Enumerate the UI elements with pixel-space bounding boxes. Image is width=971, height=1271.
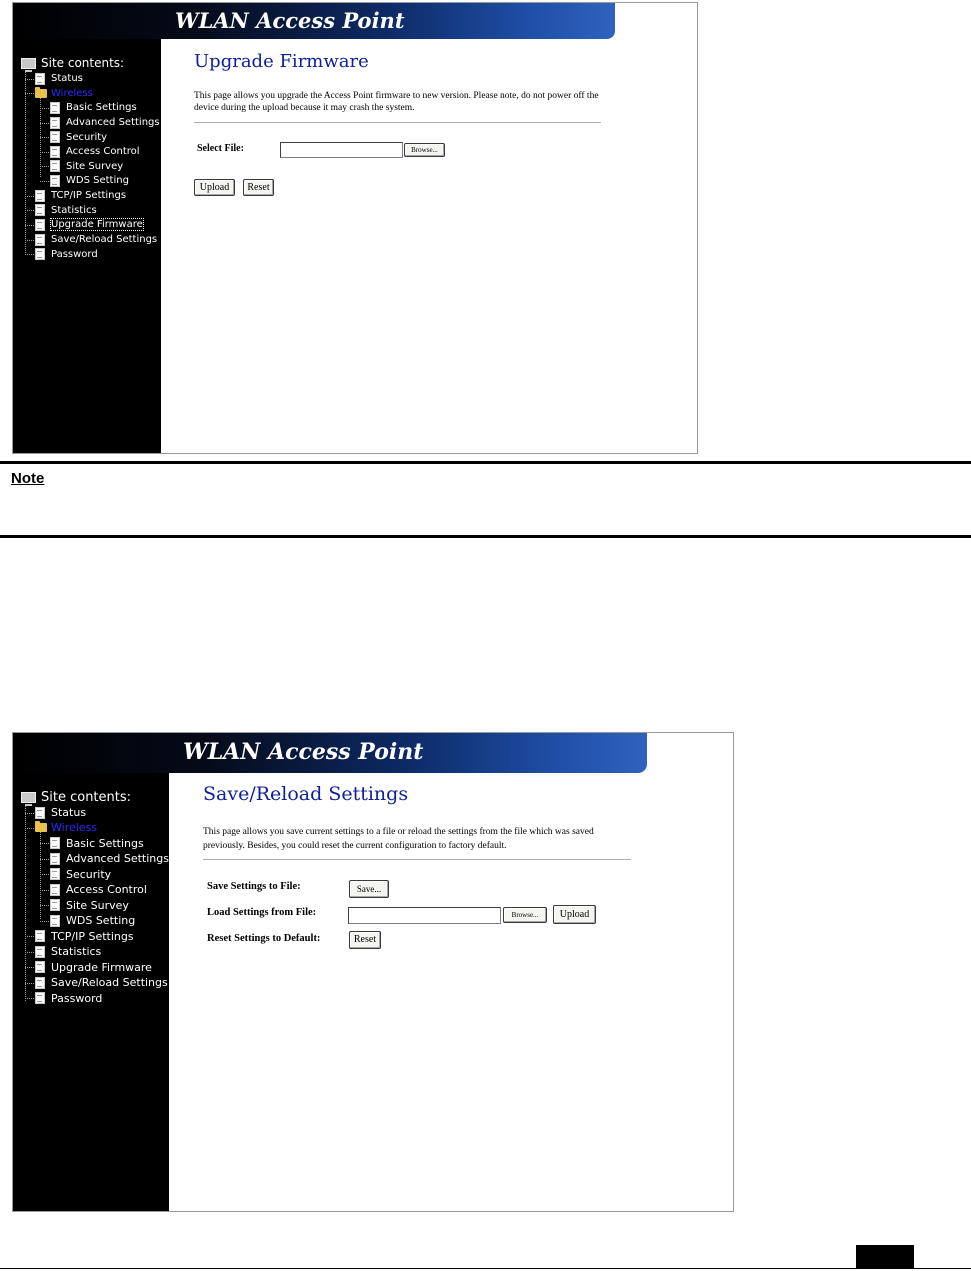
reset-button[interactable]: Reset bbox=[349, 931, 381, 949]
sidebar-item-label: TCP/IP Settings bbox=[51, 929, 134, 943]
sidebar-item-upgrade-firmware[interactable] bbox=[21, 959, 169, 975]
sidebar-item-access-control[interactable] bbox=[21, 144, 160, 159]
document-icon bbox=[35, 946, 45, 958]
sidebar-item-label: Upgrade Firmware bbox=[51, 960, 152, 974]
sidebar-item-label: Wireless bbox=[51, 87, 93, 99]
document-icon bbox=[35, 992, 45, 1004]
document-icon bbox=[50, 102, 60, 114]
banner bbox=[13, 733, 647, 773]
document-icon bbox=[35, 204, 45, 216]
sidebar-item-status[interactable] bbox=[21, 805, 169, 820]
site-contents-root bbox=[21, 55, 160, 71]
document-icon bbox=[35, 73, 45, 85]
sidebar-item-label: Password bbox=[51, 248, 98, 260]
sidebar-item-password[interactable] bbox=[21, 247, 160, 261]
page-number-box bbox=[856, 1245, 914, 1268]
sidebar-item-wds-setting[interactable] bbox=[21, 913, 169, 928]
sidebar-item-site-survey[interactable] bbox=[21, 159, 160, 173]
sidebar-item-save-reload-settings[interactable] bbox=[21, 975, 169, 990]
reset-button[interactable]: Reset bbox=[243, 179, 274, 196]
document-icon bbox=[35, 219, 45, 231]
sidebar-item-label: Save/Reload Settings bbox=[51, 234, 158, 245]
sidebar-item-label: Security bbox=[66, 867, 112, 881]
sidebar-item-label: Basic Settings bbox=[66, 836, 144, 850]
sidebar-item-label: Advanced Settings bbox=[66, 117, 160, 128]
upgrade-firmware-screenshot bbox=[12, 2, 698, 454]
banner-title: WLAN Access Point bbox=[183, 739, 424, 765]
browse-button[interactable]: Browse... bbox=[503, 907, 547, 923]
document-icon bbox=[35, 930, 45, 942]
select-file-label: Select File: bbox=[197, 143, 244, 154]
sidebar-item-label: Advanced Settings bbox=[66, 852, 169, 865]
page-description: This page allows you save current settings to a file or reload the settings from the file which was saved previously. Besides, you could reset the current configuration to factory default. bbox=[203, 827, 594, 851]
sidebar-item-label: Save/Reload Settings bbox=[51, 976, 168, 989]
sidebar-item-label: Status bbox=[51, 73, 83, 84]
document-icon bbox=[35, 234, 45, 246]
upload-button[interactable]: Upload bbox=[553, 905, 596, 924]
sidebar-item-label: Status bbox=[51, 806, 87, 819]
reset-default-label: Reset Settings to Default: bbox=[207, 933, 321, 944]
site-contents-root bbox=[21, 789, 169, 805]
sidebar-item-label: Statistics bbox=[51, 945, 102, 958]
monitor-icon bbox=[21, 58, 36, 69]
sidebar-item-label: Access Control bbox=[66, 146, 140, 157]
document-icon bbox=[50, 853, 60, 865]
document-icon bbox=[50, 175, 60, 187]
sidebar-item-password[interactable] bbox=[21, 990, 169, 1006]
banner-title: WLAN Access Point bbox=[175, 8, 405, 33]
file-path-input[interactable] bbox=[280, 142, 403, 158]
load-file-input[interactable] bbox=[348, 907, 501, 924]
note-bottom-rule bbox=[0, 535, 971, 538]
site-tree bbox=[21, 789, 169, 1006]
page-description: This page allows you upgrade the Access Point firmware to new version. Please note, do not power off the device during the upload because it may crash the system. bbox=[194, 91, 599, 113]
sidebar-item-label: Statistics bbox=[51, 204, 97, 216]
upload-button[interactable]: Upload bbox=[194, 179, 235, 196]
document-icon bbox=[35, 807, 45, 819]
page-title: Upgrade Firmware bbox=[194, 51, 369, 72]
sidebar-item-label: Security bbox=[66, 131, 108, 143]
sidebar-item-advanced-settings[interactable] bbox=[21, 115, 160, 130]
sidebar-item-label: Site Survey bbox=[66, 160, 124, 172]
site-contents-label: Site contents: bbox=[41, 789, 132, 805]
sidebar-item-advanced-settings[interactable] bbox=[21, 851, 169, 866]
document-icon bbox=[50, 915, 60, 927]
sidebar-item-tcpip-settings[interactable] bbox=[21, 928, 169, 944]
sidebar-item-wireless[interactable] bbox=[21, 820, 169, 835]
sidebar-item-label: WDS Setting bbox=[66, 175, 129, 186]
sidebar-item-label: Site Survey bbox=[66, 898, 129, 912]
document-icon bbox=[50, 837, 60, 849]
sidebar-item-security[interactable] bbox=[21, 866, 169, 882]
divider bbox=[203, 859, 631, 860]
sidebar-item-status[interactable] bbox=[21, 71, 160, 86]
site-tree bbox=[21, 55, 160, 261]
page-title: Save/Reload Settings bbox=[203, 783, 409, 805]
sidebar-item-label: Wireless bbox=[51, 821, 98, 834]
banner bbox=[13, 3, 615, 39]
sidebar-item-label: Basic Settings bbox=[66, 102, 137, 113]
site-contents-label: Site contents: bbox=[41, 56, 125, 70]
sidebar-item-wireless[interactable] bbox=[21, 86, 160, 100]
monitor-icon bbox=[21, 792, 36, 803]
browse-button[interactable]: Browse... bbox=[404, 143, 445, 157]
sidebar-item-security[interactable] bbox=[21, 130, 160, 144]
document-icon bbox=[35, 977, 45, 989]
document-icon bbox=[35, 248, 45, 260]
folder-open-icon bbox=[35, 89, 47, 98]
sidebar-item-statistics[interactable] bbox=[21, 944, 169, 959]
load-settings-label: Load Settings from File: bbox=[207, 907, 317, 918]
document-icon bbox=[35, 190, 45, 202]
sidebar-item-label: Access Control bbox=[66, 883, 147, 896]
document-icon bbox=[50, 117, 60, 129]
sidebar-item-label: WDS Setting bbox=[66, 914, 136, 927]
document-icon bbox=[50, 146, 60, 158]
sidebar-item-access-control[interactable] bbox=[21, 882, 169, 897]
sidebar-item-tcpip-settings[interactable] bbox=[21, 188, 160, 203]
sidebar-item-site-survey[interactable] bbox=[21, 897, 169, 913]
divider bbox=[194, 122, 601, 123]
document-icon bbox=[50, 884, 60, 896]
note-label: Note bbox=[11, 470, 45, 487]
sidebar-item-basic-settings[interactable] bbox=[21, 835, 169, 851]
sidebar-item-statistics[interactable] bbox=[21, 203, 160, 217]
save-settings-label: Save Settings to File: bbox=[207, 881, 301, 892]
document-icon bbox=[50, 868, 60, 880]
document-icon bbox=[50, 131, 60, 143]
sidebar-item-label: Password bbox=[51, 991, 103, 1005]
sidebar-item-basic-settings[interactable] bbox=[21, 100, 160, 115]
save-reload-screenshot bbox=[12, 732, 734, 1212]
document-icon bbox=[35, 961, 45, 973]
document-icon bbox=[50, 160, 60, 172]
save-button[interactable]: Save... bbox=[349, 880, 389, 898]
folder-open-icon bbox=[35, 823, 47, 832]
sidebar-item-wds-setting[interactable] bbox=[21, 173, 160, 188]
sidebar-item-save-reload-settings[interactable] bbox=[21, 232, 160, 247]
note-top-rule bbox=[0, 461, 971, 464]
sidebar-item-label: Upgrade Firmware bbox=[51, 219, 143, 230]
footer-rule bbox=[0, 1268, 971, 1269]
sidebar-item-upgrade-firmware[interactable] bbox=[21, 217, 160, 232]
sidebar-item-label: TCP/IP Settings bbox=[51, 190, 127, 201]
document-icon bbox=[50, 899, 60, 911]
